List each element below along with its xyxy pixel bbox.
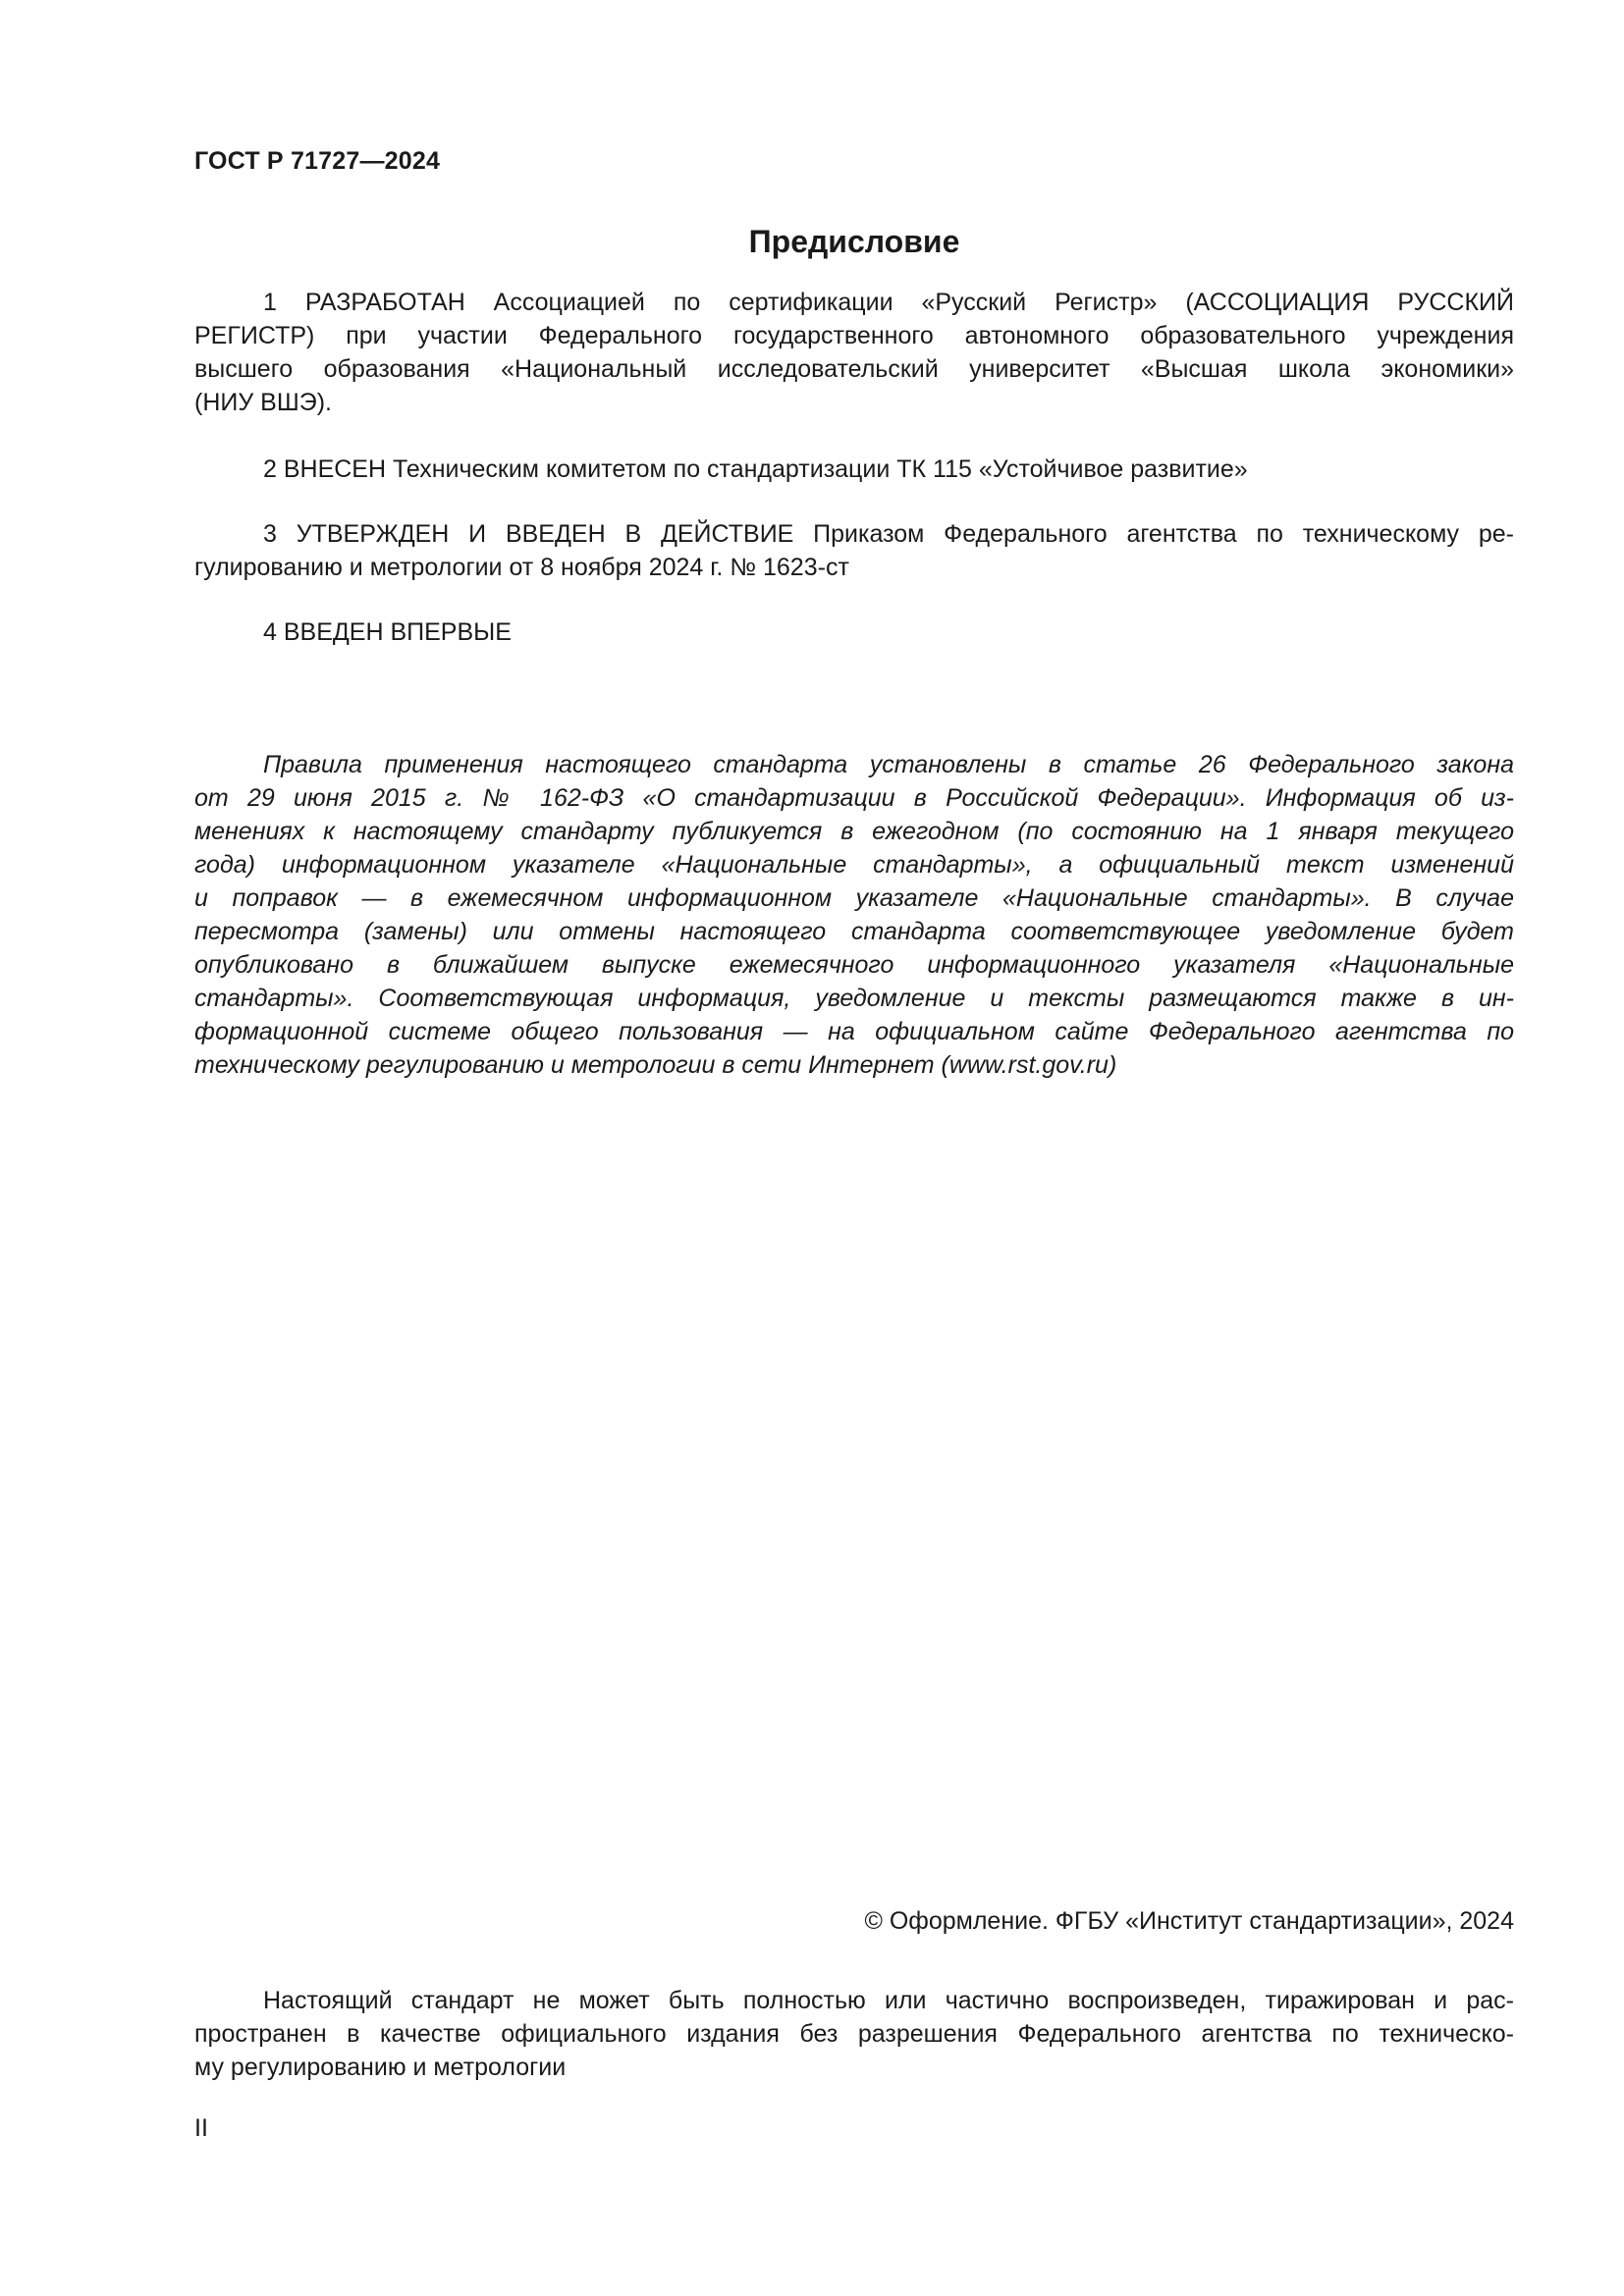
application-rules-note xyxy=(194,748,1514,1082)
paragraph-line: 1 РАЗРАБОТАН Ассоциацией по сертификации «Русский Регистр» (АССОЦИАЦИЯ РУССКИЙ xyxy=(263,289,1514,316)
paragraph-line: высшего образования «Национальный исследовательский университет «Высшая школа экономики» xyxy=(194,355,1514,383)
paragraph-line: опубликовано в ближайшем выпуске ежемесячного информационного указателя «Национальные xyxy=(194,951,1514,979)
reproduction-notice xyxy=(194,1984,1514,2084)
paragraph-line: гулированию и метрологии от 8 ноября 2024 г. № 1623-ст xyxy=(194,554,849,581)
paragraph-line: му регулированию и метрологии xyxy=(194,2054,567,2081)
paragraph-line: пространен в качестве официального издания без разрешения Федерального агентства по техническо- xyxy=(194,2020,1514,2048)
paragraph-line: пересмотра (замены) или отмены настоящего стандарта соответствующее уведомление будет xyxy=(194,918,1514,945)
paragraph-line: 3 УТВЕРЖДЕН И ВВЕДЕН В ДЕЙСТВИЕ Приказом Федерального агентства по техническому ре- xyxy=(263,520,1514,548)
paragraph-line: и поправок — в ежемесячном информационном указателе «Национальные стандарты». В случае xyxy=(194,884,1514,912)
foreword-item-2 xyxy=(194,453,1514,486)
copyright-notice: © Оформление. ФГБУ «Институт стандартизации», 2024 xyxy=(864,1907,1514,1935)
paragraph-line: года) информационном указателе «Национальные стандарты», а официальный текст изменений xyxy=(194,851,1514,879)
paragraph-line: формационной системе общего пользования — на официальном сайте Федерального агентства по xyxy=(194,1018,1514,1045)
paragraph-line: менениях к настоящему стандарту публикуется в ежегодном (по состоянию на 1 января текущего xyxy=(194,818,1514,845)
paragraph-line: Настоящий стандарт не может быть полностью или частично воспроизведен, тиражирован и рас- xyxy=(263,1987,1514,2014)
page-number: II xyxy=(194,2114,208,2142)
foreword-item-3 xyxy=(194,517,1514,584)
foreword-title: Предисловие xyxy=(748,224,960,259)
paragraph-line: Правила применения настоящего стандарта установлены в статье 26 Федерального закона xyxy=(263,751,1514,778)
paragraph-line: 2 ВНЕСЕН Техническим комитетом по стандартизации ТК 115 «Устойчивое развитие» xyxy=(263,455,1248,483)
foreword-item-1 xyxy=(194,286,1514,419)
paragraph-line: (НИУ ВШЭ). xyxy=(194,389,333,416)
paragraph-line: РЕГИСТР) при участии Федерального государственного автономного образовательного учреждения xyxy=(194,322,1514,349)
paragraph-line: от 29 июня 2015 г. № 162-ФЗ «О стандартизации в Российской Федерации». Информация об из- xyxy=(194,784,1514,812)
paragraph-line: техническому регулированию и метрологии в сети Интернет (www.rst.gov.ru) xyxy=(194,1051,1117,1079)
paragraph-line: 4 ВВЕДЕН ВПЕРВЫЕ xyxy=(263,618,512,646)
paragraph-line: стандарты». Соответствующая информация, уведомление и тексты размещаются также в ин- xyxy=(194,985,1514,1012)
document-code: ГОСТ Р 71727—2024 xyxy=(194,147,441,175)
foreword-item-4 xyxy=(194,615,1514,649)
